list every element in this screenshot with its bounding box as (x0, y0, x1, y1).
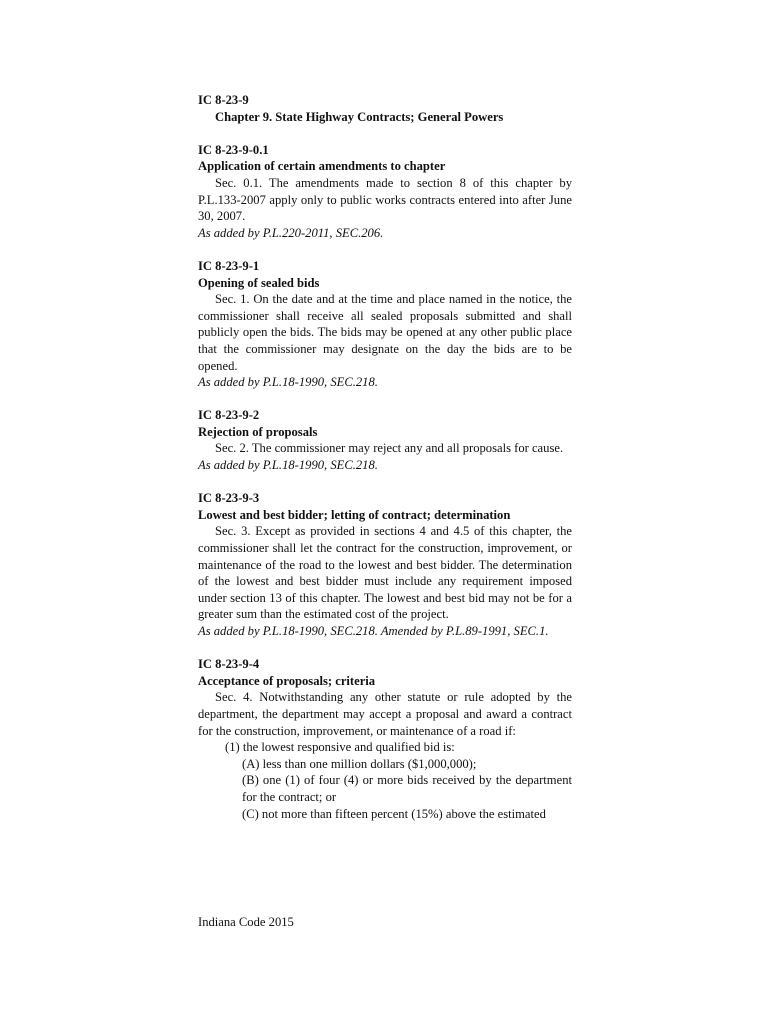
section-heading: Lowest and best bidder; letting of contract; determination (198, 507, 511, 522)
section-history: As added by P.L.18-1990, SEC.218. (198, 375, 378, 390)
section-history: As added by P.L.18-1990, SEC.218. (198, 458, 378, 473)
section-code: IC 8-23-9-3 (198, 491, 260, 506)
section-body: Sec. 3. Except as provided in sections 4 and 4.5 of this chapter, the commissioner shall let the contract for the construction, improvement, or maintenance of the road to the lowest and best bidder. The determination of the lowest and best bidder must include any requirement imposed under section 13 of this chapter. The lowest and best bid may not be for a greater sum than the estimated cost of the project. (198, 524, 572, 622)
section-heading: Opening of sealed bids (198, 275, 320, 290)
document-page (198, 92, 572, 822)
section-heading: Rejection of proposals (198, 424, 318, 439)
section-history: As added by P.L.18-1990, SEC.218. Amended by P.L.89-1991, SEC.1. (198, 624, 549, 638)
chapter-title: Chapter 9. State Highway Contracts; General Powers (215, 109, 504, 124)
list-item: (C) not more than fifteen percent (15%) above the estimated (242, 806, 546, 821)
section-3 (198, 490, 572, 639)
section-body: Sec. 4. Notwithstanding any other statute or rule adopted by the department, the department may accept a proposal and award a contract for the construction, improvement, or maintenance of a road if: (198, 690, 572, 738)
section-history: As added by P.L.220-2011, SEC.206. (198, 225, 384, 240)
section-heading: Application of certain amendments to chapter (198, 159, 446, 174)
section-body: Sec. 1. On the date and at the time and place named in the notice, the commissioner shall receive all sealed proposals submitted and shall publicly open the bids. The bids may be opened at any other public place that the commissioner may designate on the day the bids are to be opened. (198, 292, 572, 373)
section-code: IC 8-23-9-1 (198, 258, 260, 273)
section-heading: Acceptance of proposals; criteria (198, 673, 376, 688)
section-code: IC 8-23-9-4 (198, 657, 260, 672)
section-4 (198, 656, 572, 822)
section-code: IC 8-23-9-2 (198, 408, 260, 423)
section-body: Sec. 2. The commissioner may reject any and all proposals for cause. (215, 441, 564, 456)
section-0-1 (198, 142, 572, 242)
section-1 (198, 258, 572, 391)
list-item: (B) one (1) of four (4) or more bids received by the department for the contract; or (242, 773, 572, 804)
section-body: Sec. 0.1. The amendments made to section 8 of this chapter by P.L.133-2007 apply only to public works contracts entered into after June 30, 2007. (198, 175, 572, 224)
section-code: IC 8-23-9-0.1 (198, 142, 269, 157)
page-footer: Indiana Code 2015 (198, 915, 294, 929)
list-item: (A) less than one million dollars ($1,000,000); (242, 756, 477, 771)
list-item: (1) the lowest responsive and qualified bid is: (225, 740, 455, 755)
chapter-code: IC 8-23-9 (198, 93, 249, 107)
section-2 (198, 407, 572, 473)
